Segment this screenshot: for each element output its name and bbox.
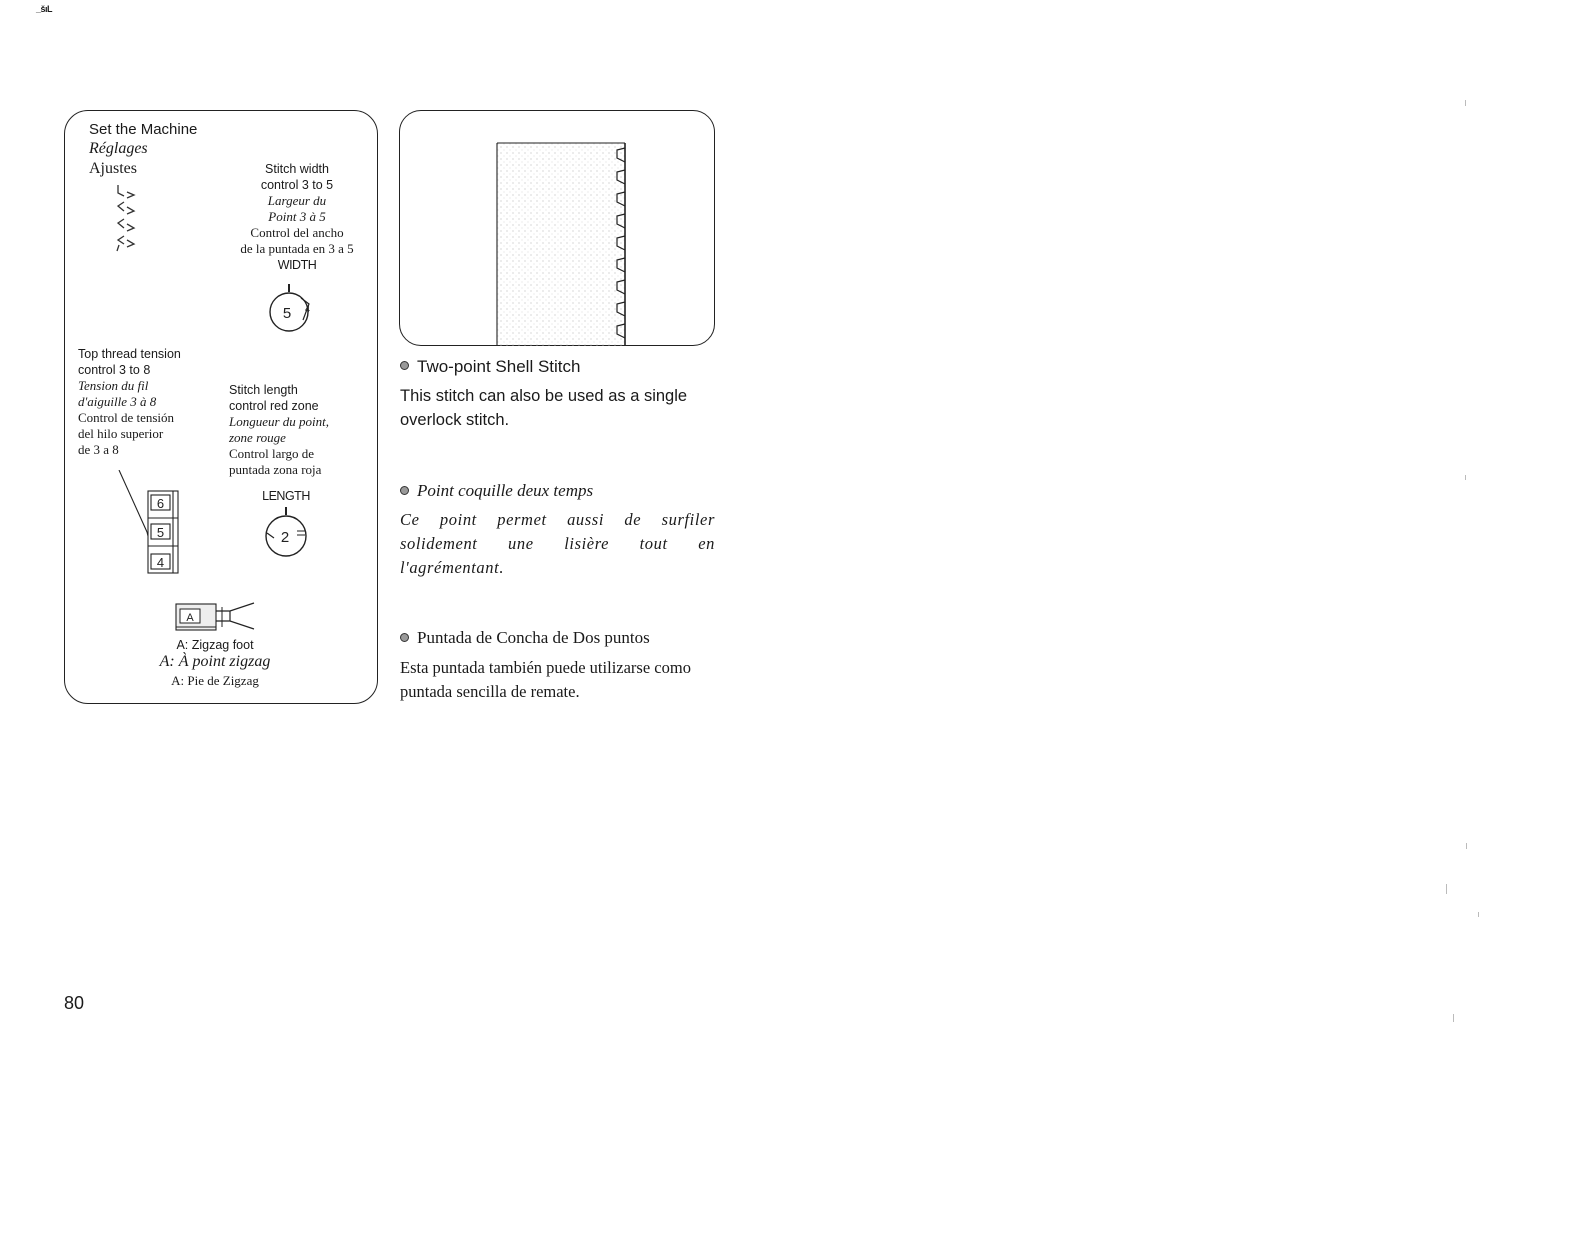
foot-fr: A: À point zigzag <box>159 653 271 670</box>
page-number: 80 <box>64 993 85 1013</box>
tension-dial-value-1: 6 <box>156 496 165 511</box>
stitch-pattern-icon <box>110 182 146 252</box>
foot-icon-letter: A <box>186 612 194 624</box>
scan-speck <box>1466 843 1467 849</box>
tension-dial-value-2: 5 <box>156 525 165 540</box>
section-title-en-text: Two-point Shell Stitch <box>417 357 581 376</box>
length-fr-1: Longueur du point, <box>229 414 330 429</box>
settings-title-en: Set the Machine <box>89 121 198 138</box>
tension-fr-2: d'aiguille 3 à 8 <box>78 394 157 409</box>
tension-en-2: control 3 to 8 <box>78 363 151 377</box>
section-body-en: This stitch can also be used as a single overlock stitch. <box>400 387 688 429</box>
length-es-1: Control largo de <box>229 446 314 461</box>
width-dial-next-value: 4 <box>305 304 311 314</box>
stitch-width-es-1: Control del ancho <box>250 225 344 240</box>
tension-dial-value-3: 4 <box>156 555 165 570</box>
scan-speck <box>1465 475 1466 480</box>
stitch-length-label <box>229 382 369 478</box>
length-dial-label: LENGTH <box>262 489 310 503</box>
settings-title-es: Ajustes <box>89 160 137 177</box>
foot-en: A: Zigzag foot <box>176 638 254 652</box>
tension-fr-1: Tension du fil <box>78 378 149 393</box>
stitch-width-fr-2: Point 3 à 5 <box>268 209 326 224</box>
bullet-icon <box>400 361 409 370</box>
bullet-icon <box>400 633 409 642</box>
width-dial-icon <box>265 282 313 338</box>
section-title-fr <box>400 481 593 501</box>
stitch-width-en-1: Stitch width <box>265 162 329 176</box>
scan-speck <box>1465 100 1466 106</box>
zigzag-foot-caption <box>140 638 290 689</box>
tension-en-1: Top thread tension <box>78 347 181 361</box>
stitch-width-fr-1: Largeur du <box>267 193 327 208</box>
tension-es-3: de 3 a 8 <box>78 442 119 457</box>
tension-dial-icon <box>115 470 185 578</box>
width-dial-label: WIDTH <box>277 258 317 272</box>
tension-es-2: del hilo superior <box>78 426 164 441</box>
length-dial-value: 2 <box>280 529 290 546</box>
section-title-fr-text: Point coquille deux temps <box>417 481 594 500</box>
foot-es: A: Pie de Zigzag <box>171 673 259 688</box>
section-title-es-text: Puntada de Concha de Dos puntos <box>417 628 650 647</box>
settings-title-fr: Réglages <box>89 140 148 157</box>
width-dial-value: 5 <box>282 305 292 322</box>
scan-speck <box>1446 884 1447 894</box>
length-dial-icon <box>261 505 311 561</box>
stitch-width-en-2: control 3 to 5 <box>260 178 334 192</box>
length-es-2: puntada zona roja <box>229 462 322 477</box>
zigzag-foot-icon <box>172 599 258 635</box>
fabric-stitch-illustration <box>494 140 634 346</box>
length-en-2: control red zone <box>229 399 319 413</box>
section-body-fr: Ce point permet aussi de surfiler solidement une lisière tout en l'agrémentant. <box>400 510 715 577</box>
scan-speck <box>1453 1014 1454 1022</box>
scan-corner-mark: _šıL <box>36 4 53 14</box>
scan-speck <box>1478 912 1479 917</box>
length-en-1: Stitch length <box>229 383 298 397</box>
stitch-width-es-2: de la puntada en 3 a 5 <box>240 241 354 256</box>
section-title-en <box>400 357 580 377</box>
bullet-icon <box>400 486 409 495</box>
tension-es-1: Control de tensión <box>78 410 175 425</box>
stitch-width-label <box>222 161 372 273</box>
section-title-es <box>400 628 650 648</box>
length-fr-2: zone rouge <box>229 430 286 445</box>
section-body-es: Esta puntada también puede utilizarse como puntada sencilla de remate. <box>400 658 691 701</box>
thread-tension-label <box>78 346 228 458</box>
